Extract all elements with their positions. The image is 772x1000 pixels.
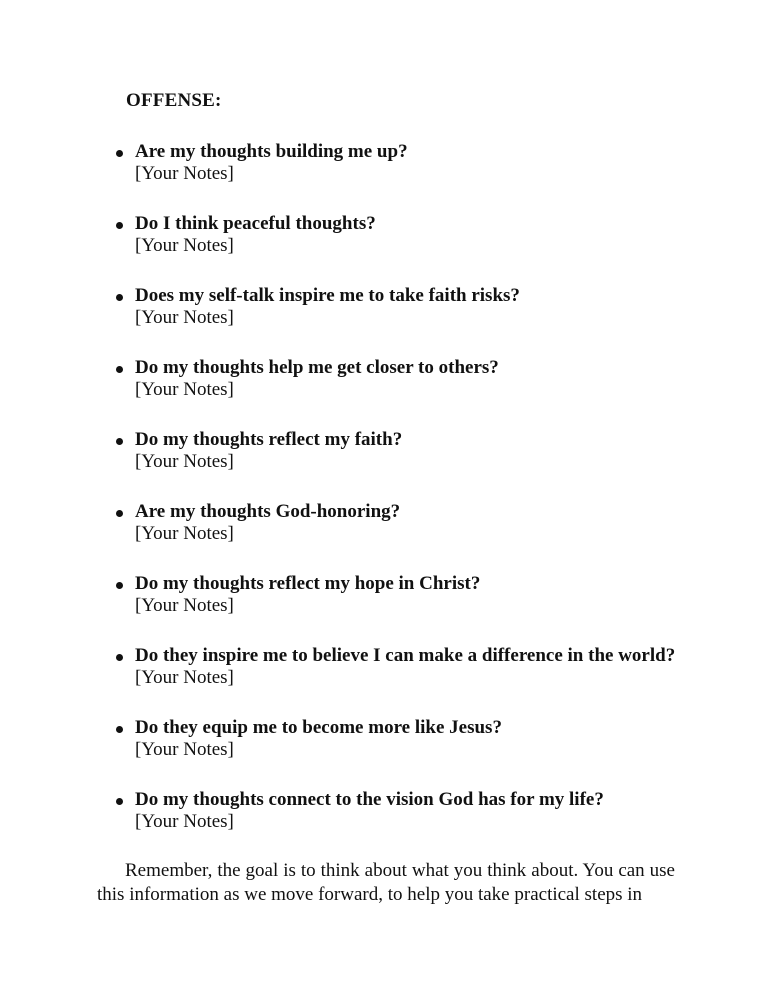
list-item	[0, 573, 772, 645]
question-text: Do my thoughts connect to the vision God has for my life?	[135, 789, 604, 810]
list-item	[0, 717, 772, 789]
bullet-icon	[116, 798, 123, 805]
question-text: Do my thoughts reflect my faith?	[135, 429, 403, 450]
question-text: Do my thoughts help me get closer to others?	[135, 357, 499, 378]
list-item	[0, 285, 772, 357]
notes-placeholder: [Your Notes]	[135, 523, 234, 544]
section-heading: OFFENSE:	[126, 90, 222, 111]
bullet-icon	[116, 150, 123, 157]
notes-placeholder: [Your Notes]	[135, 811, 234, 832]
notes-placeholder: [Your Notes]	[135, 595, 234, 616]
bullet-icon	[116, 654, 123, 661]
bullet-icon	[116, 582, 123, 589]
bullet-icon	[116, 222, 123, 229]
list-item	[0, 789, 772, 861]
notes-placeholder: [Your Notes]	[135, 379, 234, 400]
list-item	[0, 501, 772, 573]
bullet-icon	[116, 726, 123, 733]
question-text: Do they inspire me to believe I can make a difference in the world?	[135, 645, 676, 666]
notes-placeholder: [Your Notes]	[135, 163, 234, 184]
question-text: Do my thoughts reflect my hope in Christ?	[135, 573, 481, 594]
notes-placeholder: [Your Notes]	[135, 451, 234, 472]
bullet-icon	[116, 294, 123, 301]
list-item	[0, 357, 772, 429]
notes-placeholder: [Your Notes]	[135, 739, 234, 760]
list-item	[0, 141, 772, 213]
list-item	[0, 429, 772, 501]
question-list	[0, 141, 772, 861]
notes-placeholder: [Your Notes]	[135, 307, 234, 328]
question-text: Do they equip me to become more like Jesus?	[135, 717, 502, 738]
bullet-icon	[116, 438, 123, 445]
bullet-icon	[116, 366, 123, 373]
bullet-icon	[116, 510, 123, 517]
list-item	[0, 213, 772, 285]
question-text: Are my thoughts building me up?	[135, 141, 408, 162]
notes-placeholder: [Your Notes]	[135, 235, 234, 256]
question-text: Does my self-talk inspire me to take faith risks?	[135, 285, 520, 306]
question-text: Do I think peaceful thoughts?	[135, 213, 376, 234]
notes-placeholder: [Your Notes]	[135, 667, 234, 688]
question-text: Are my thoughts God-honoring?	[135, 501, 401, 522]
closing-paragraph: Remember, the goal is to think about what you think about. You can use this information as we move forward, to help you take practical steps in	[97, 860, 675, 905]
list-item	[0, 645, 772, 717]
